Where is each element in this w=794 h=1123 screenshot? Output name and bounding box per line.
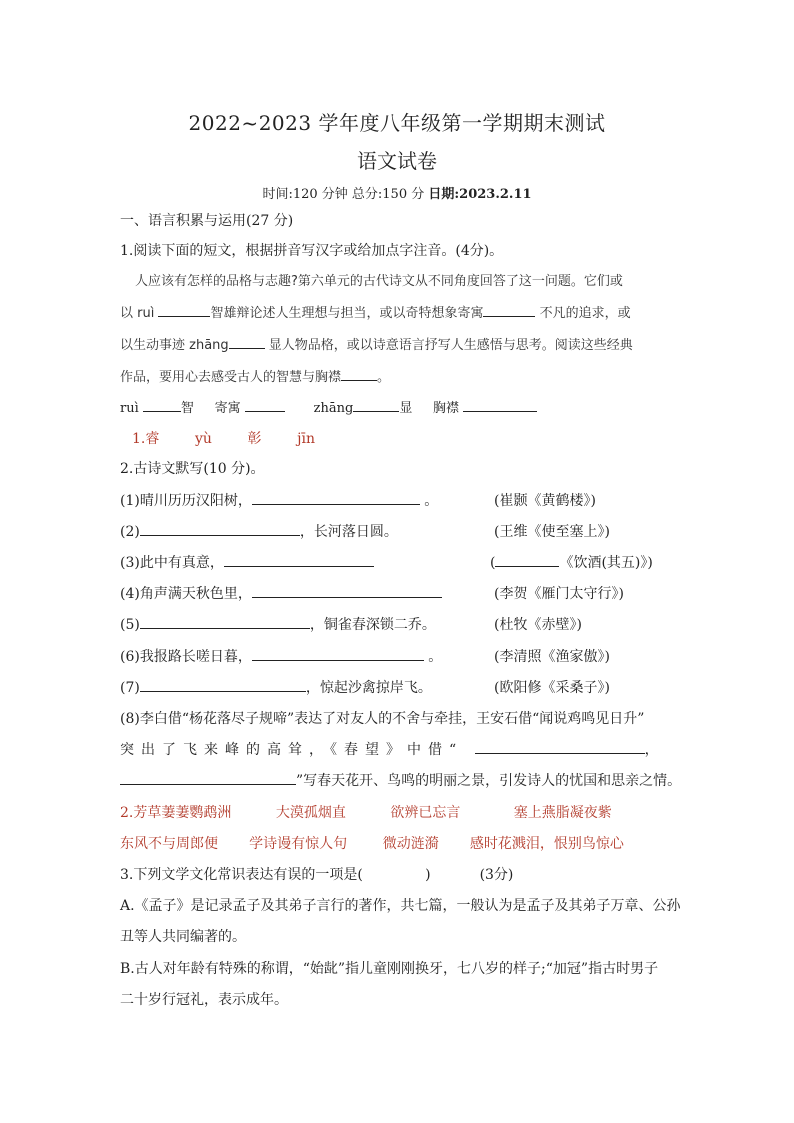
passage-line-4: 作品，要用心去感受古人的智慧与胸襟 。 <box>120 366 390 385</box>
passage-line-3: 以生动事迹 zhāng 显人物品格，或以诗意语言抒写人生感悟与思考。阅读这些经典 <box>120 334 633 353</box>
question-3-prompt: 3.下列文学文化常识表达有误的一项是( ) (3分) <box>120 867 514 883</box>
exam-time: 时间:120 分钟 <box>262 187 348 202</box>
poem-source-5: (杜牧《赤壁》) <box>494 617 582 633</box>
passage-line-2: 以 ruì 智雄辩论述人生理想与担当，或以奇特想象寄寓 不凡的追求，或 <box>120 302 631 321</box>
option-b-line-2: 二十岁行冠礼，表示成年。 <box>120 992 288 1008</box>
poem-item-2: (2) ，长河落日圆。 <box>120 521 398 541</box>
exam-score: 总分:150 分 <box>351 187 425 202</box>
poem-source-7: (欧阳修《采桑子》) <box>494 680 610 696</box>
page-subtitle: 语文试卷 <box>357 149 437 173</box>
poem-item-8-line-1: (8)李白借“杨花落尽子规啼”表达了对友人的不舍与牵挂，王安石借“闻说鸡鸣见日升” <box>120 711 645 727</box>
option-a-line-2: 丑等人共同编著的。 <box>120 929 246 945</box>
page-title: 2022~2023 学年度八年级第一学期期末测试 <box>188 111 606 135</box>
question-2-answer-line-2: 东风不与周郎便 学诗谩有惊人句 微动涟漪 感时花溅泪，恨别鸟惊心 <box>120 836 624 852</box>
poem-item-5: (5) ，铜雀春深锁二乔。 <box>120 614 436 634</box>
poem-item-6: (6)我报路长嗟日暮， 。 <box>120 646 442 666</box>
option-b-line-1: B.古人对年龄有特殊的称谓，“始龀”指儿童刚刚换牙，七八岁的样子;“加冠”指古时男子 <box>120 961 659 977</box>
exam-meta <box>0 183 794 202</box>
poem-source-2: (王维《使至塞上》) <box>494 524 610 540</box>
poem-item-3: (3)此中有真意， <box>120 552 374 572</box>
poem-item-8-line-3: ”写春天花开、鸟鸣的明丽之景，引发诗人的忧国和思亲之情。 <box>120 770 681 790</box>
question-2-prompt: 2.古诗文默写(10 分)。 <box>120 461 265 477</box>
pinyin-fill-row: ruì 智 寄寓 zhāng 显 胸襟 <box>120 397 537 416</box>
exam-date: 日期:2023.2.11 <box>428 187 532 202</box>
poem-source-1: (崔颢《黄鹤楼》) <box>494 493 596 509</box>
poem-source-6: (李清照《渔家傲》) <box>494 649 610 665</box>
poem-item-7: (7) ，惊起沙禽掠岸飞。 <box>120 677 432 697</box>
question-1-prompt: 1.阅读下面的短文，根据拼音写汉字或给加点字注音。(4分)。 <box>120 243 504 259</box>
poem-item-4: (4)角声满天秋色里， <box>120 583 442 603</box>
question-1-answer: 1.睿 yù 彰 jīn <box>132 431 315 447</box>
poem-item-8-line-2: 突出了飞来峰的高耸，《春望》中借“ ， <box>120 739 666 759</box>
question-2-answer-line-1: 2.芳草萋萋鹦鹉洲 大漠孤烟直 欲辨已忘言 塞上燕脂凝夜紫 <box>120 805 612 821</box>
passage-line-1: 人应该有怎样的品格与志趣?第六单元的古代诗文从不同角度回答了这一问题。它们或 <box>135 274 623 289</box>
option-a-line-1: A.《孟子》是记录孟子及其弟子言行的著作，共七篇，一般认为是孟子及其弟子万章、公孙 <box>120 898 681 914</box>
section-heading: 一、语言积累与运用(27 分) <box>120 213 294 229</box>
poem-item-1: (1)晴川历历汉阳树， 。 <box>120 490 438 510</box>
poem-source-4: (李贺《雁门太守行》) <box>494 586 624 602</box>
poem-source-3: ( 《饮酒(其五)》) <box>490 552 653 572</box>
